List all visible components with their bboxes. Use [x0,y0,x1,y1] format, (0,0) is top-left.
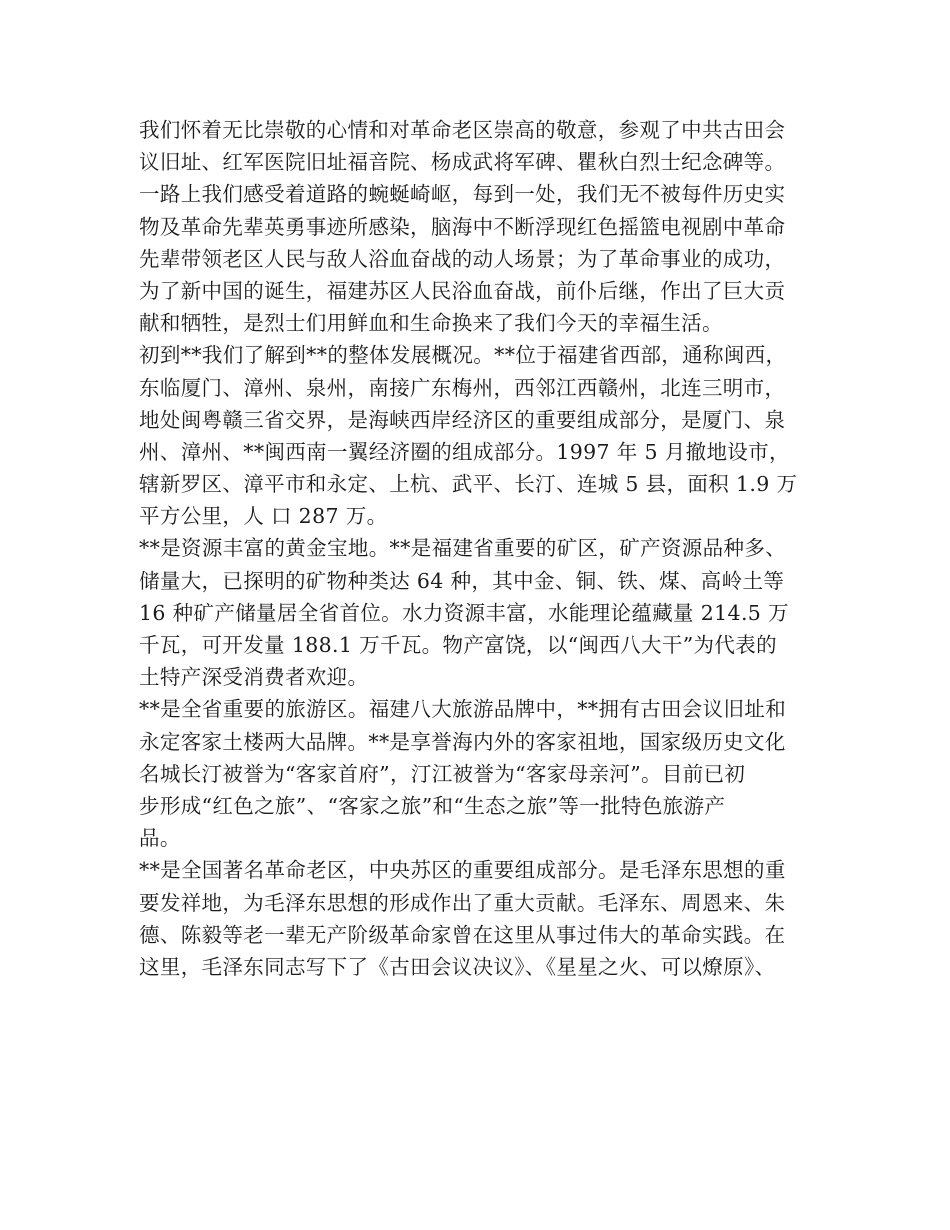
text-line: **是资源丰富的黄金宝地。**是福建省重要的矿区，矿产资源品种多、 [139,536,787,561]
text-line: 东临厦门、漳州、泉州，南接广东梅州，西邻江西赣州，北连三明市， [139,375,786,400]
text-line: 一路上我们感受着道路的蜿蜒崎岖，每到一处，我们无不被每件历史实 [139,182,786,207]
text-line: 州、漳州、**闽西南一翼经济圈的组成部分。1997 年 5 月撤地设市， [139,439,790,464]
text-line: 名城长汀被誉为“客家首府”，汀江被誉为“客家母亲河”。目前已初 [139,761,746,786]
text-line: 初到**我们了解到**的整体发展概况。**位于福建省西部，通称闽西， [139,343,787,368]
text-line: 辖新罗区、漳平市和永定、上杭、武平、长汀、连城 5 县，面积 1.9 万 [139,472,798,497]
text-line: 土特产深受消费者欢迎。 [139,665,369,690]
text-line: 储量大，已探明的矿物种类达 64 种，其中金、铜、铁、煤、高岭土等 [139,568,785,593]
text-line: 先辈带领老区人民与敌人浴血奋战的动人场景；为了革命事业的成功， [139,246,786,271]
text-line: 物及革命先辈英勇事迹所感染，脑海中不断浮现红色摇篮电视剧中革命 [139,214,786,239]
text-line: 我们怀着无比崇敬的心情和对革命老区崇高的敬意，参观了中共古田会 [139,118,786,142]
text-line: 平方公里，人 口 287 万。 [139,504,388,529]
text-line: 这里，毛泽东同志写下了《古田会议决议》、《星星之火、可以燎原》、 [139,954,776,979]
text-line: 德、陈毅等老一辈无产阶级革命家曾在这里从事过伟大的革命实践。在 [139,922,786,947]
text-line: 要发祥地，为毛泽东思想的形成作出了重大贡献。毛泽东、周恩来、朱 [139,890,786,915]
text-line: 千瓦，可开发量 188.1 万千瓦。物产富饶，以“闽西八大干”为代表的 [139,633,777,657]
text-line: 品。 [139,826,181,851]
text-line: **是全省重要的旅游区。福建八大旅游品牌中，**拥有古田会议旧址和 [139,697,787,722]
document-body [139,114,829,983]
text-line: **是全国著名革命老区，中央苏区的重要组成部分。是毛泽东思想的重 [139,858,786,883]
text-line: 步形成“红色之旅”、“客家之旅”和“生态之旅”等一批特色旅游产 [139,793,726,818]
text-line: 献和牺牲，是烈士们用鲜血和生命换来了我们今天的幸福生活。 [139,311,723,336]
text-line: 永定客家土楼两大品牌。**是享誉海内外的客家祖地，国家级历史文化 [139,729,786,754]
text-line: 地处闽粤赣三省交界，是海峡西岸经济区的重要组成部分，是厦门、泉 [139,407,786,432]
text-line: 为了新中国的诞生，福建苏区人民浴血奋战，前仆后继，作出了巨大贡 [139,278,786,303]
text-line: 议旧址、红军医院旧址福音院、杨成武将军碑、瞿秋白烈士纪念碑等。 [139,150,786,175]
text-line: 16 种矿产储量居全省首位。水力资源丰富，水能理论蕴藏量 214.5 万 [139,600,789,625]
